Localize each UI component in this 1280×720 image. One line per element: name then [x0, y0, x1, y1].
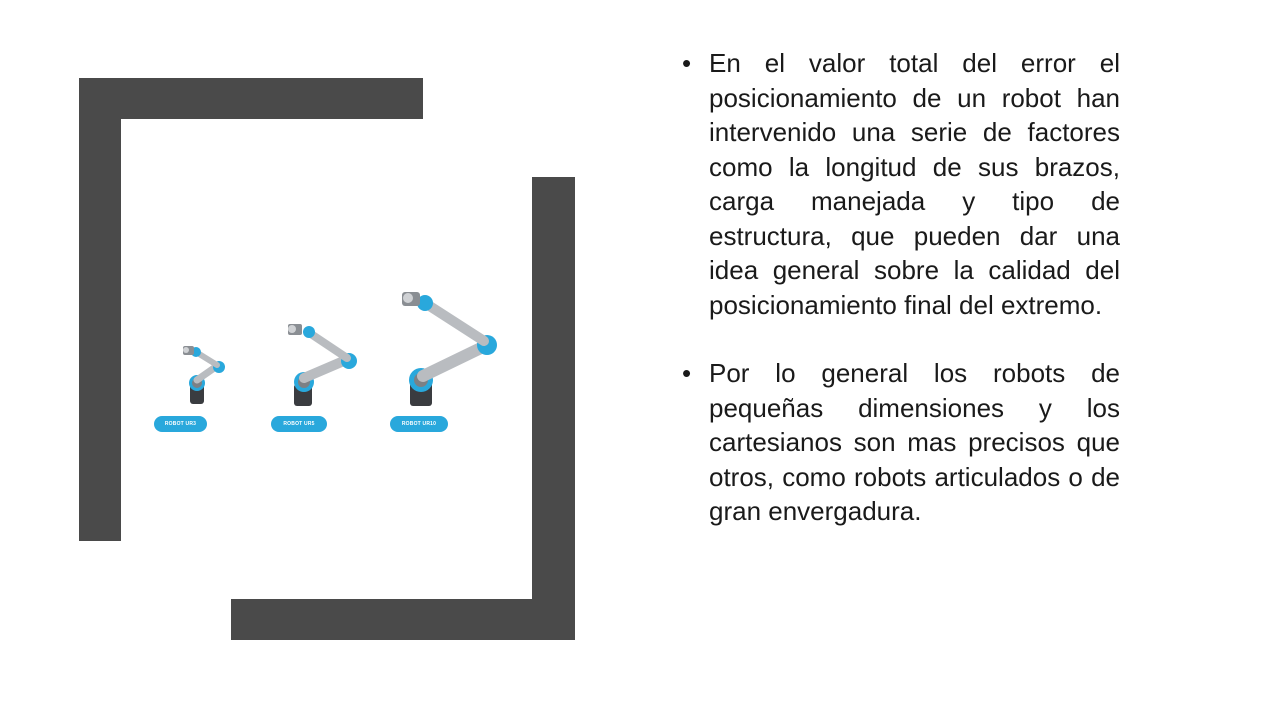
bullet-text: Por lo general los robots de pequeñas dimensiones y los cartesianos son mas precisos que otros, como robots articulados o de gran envergadura. — [709, 358, 1120, 526]
robot-ur10-badge: ROBOT UR10 — [390, 416, 448, 432]
bullet-marker: • — [682, 48, 692, 78]
robot-ur5-badge: ROBOT UR5 — [271, 416, 327, 432]
bullet-marker: • — [682, 358, 692, 388]
frame-bar-top — [79, 78, 423, 119]
bullet-text: En el valor total del error el posicionamiento de un robot han intervenido una serie de factores como la longitud de sus brazos, carga manejada y tipo de estructura, que pueden dar una idea general sobre la calidad del posicionamiento final del extremo. — [709, 48, 1120, 320]
robot-ur5-illustration — [288, 324, 357, 406]
bullet-item — [680, 356, 1120, 529]
frame-bar-right — [532, 177, 575, 640]
frame-bar-bottom — [231, 599, 575, 640]
frame-bar-left — [79, 78, 121, 541]
robot-arms-image — [140, 270, 520, 450]
bullet-list — [680, 46, 1120, 529]
robot-ur3-illustration — [183, 346, 225, 404]
robot-ur3-badge: ROBOT UR3 — [154, 416, 207, 432]
robot-ur10-illustration — [402, 292, 497, 406]
bullet-item — [680, 46, 1120, 322]
